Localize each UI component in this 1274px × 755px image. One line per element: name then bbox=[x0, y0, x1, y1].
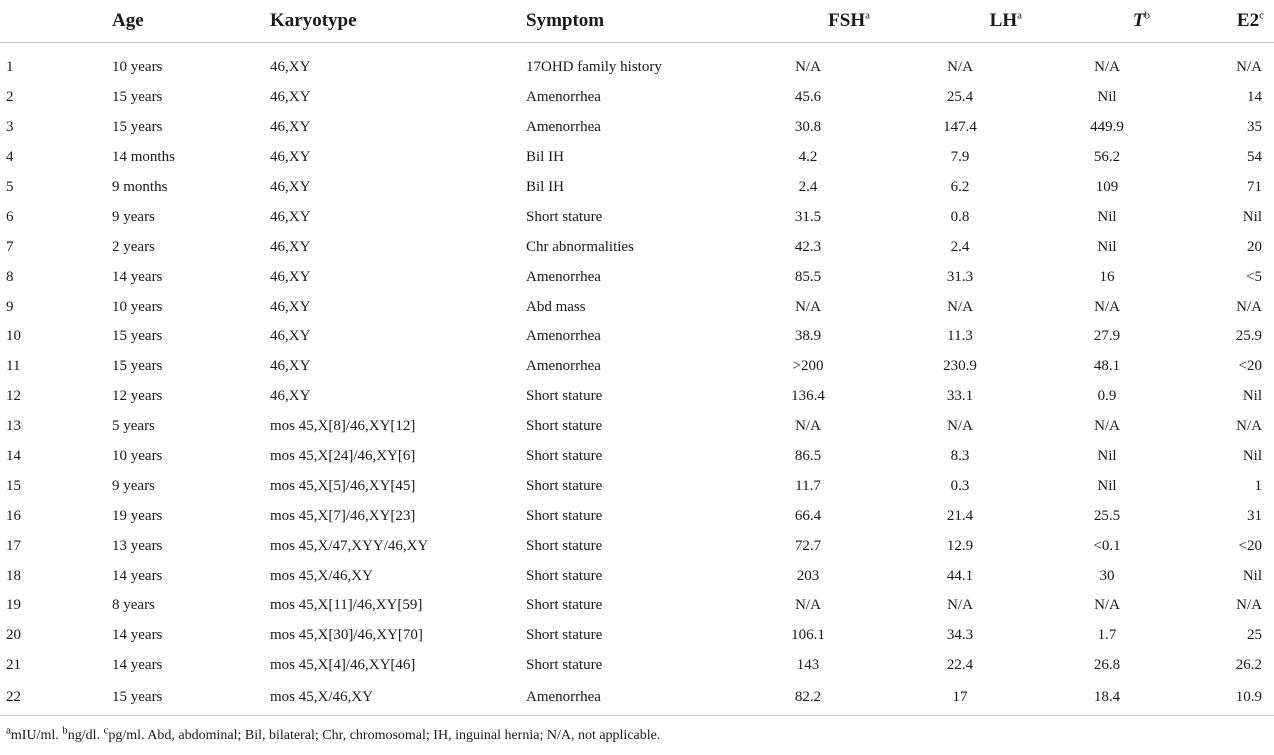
cell-number: 9 bbox=[6, 298, 14, 315]
cell-fsh: 106.1 bbox=[791, 627, 825, 644]
table-row bbox=[0, 143, 1274, 173]
cell-e2: <5 bbox=[1246, 268, 1262, 285]
cell-e2: <20 bbox=[1238, 537, 1262, 554]
cell-age: 15 years bbox=[112, 119, 163, 136]
header-symptom: Symptom bbox=[526, 0, 726, 43]
cell-fsh: 66.4 bbox=[794, 507, 822, 524]
cell-e2: 14 bbox=[1247, 89, 1262, 106]
cell-lh: 230.9 bbox=[943, 358, 977, 375]
cell-e2: Nil bbox=[1242, 388, 1262, 405]
cell-e2: Nil bbox=[1242, 448, 1262, 465]
cell-karyotype: mos 45,X[24]/46,XY[6] bbox=[270, 448, 416, 465]
cell-karyotype: 46,XY bbox=[270, 59, 311, 76]
cell-t: 1.7 bbox=[1097, 627, 1117, 644]
cell-lh: N/A bbox=[947, 597, 973, 614]
footnote-text-b: ng/dl. bbox=[67, 728, 104, 743]
cell-age: 2 years bbox=[112, 238, 155, 255]
cell-age: 14 years bbox=[112, 268, 163, 285]
cell-symptom: Amenorrhea bbox=[526, 268, 601, 285]
cell-number: 7 bbox=[6, 238, 14, 255]
cell-lh: 7.9 bbox=[950, 149, 970, 166]
cell-symptom: Short stature bbox=[526, 477, 603, 494]
table-row bbox=[0, 531, 1274, 561]
header-lh-label: LH bbox=[989, 10, 1018, 31]
cell-lh: 25.4 bbox=[946, 89, 974, 106]
cell-fsh: N/A bbox=[795, 597, 821, 614]
cell-karyotype: 46,XY bbox=[270, 208, 311, 225]
cell-symptom: 17OHD family history bbox=[526, 59, 662, 76]
cell-fsh: 45.6 bbox=[794, 89, 822, 106]
table-row bbox=[0, 591, 1274, 621]
cell-symptom: Short stature bbox=[526, 388, 603, 405]
header-fsh bbox=[726, 0, 890, 43]
cell-t: 27.9 bbox=[1093, 328, 1121, 345]
cell-symptom: Amenorrhea bbox=[526, 358, 601, 375]
cell-lh: 21.4 bbox=[946, 507, 974, 524]
cell-age: 15 years bbox=[112, 358, 163, 375]
table-row bbox=[0, 412, 1274, 442]
cell-number: 17 bbox=[6, 537, 21, 554]
cell-t: N/A bbox=[1094, 418, 1120, 435]
cell-fsh: 2.4 bbox=[798, 179, 818, 195]
cell-e2: 54 bbox=[1247, 149, 1262, 166]
cell-symptom: Short stature bbox=[526, 537, 603, 554]
cell-number: 6 bbox=[6, 208, 14, 225]
cell-symptom: Amenorrhea bbox=[526, 119, 601, 136]
cell-t: Nil bbox=[1097, 448, 1117, 465]
cell-t: <0.1 bbox=[1093, 537, 1121, 554]
cell-age: 12 years bbox=[112, 388, 163, 405]
cell-lh: 44.1 bbox=[946, 567, 974, 584]
header-e2-label: E2 bbox=[1236, 10, 1260, 31]
cell-number: 10 bbox=[6, 328, 21, 345]
cell-fsh: 31.5 bbox=[794, 208, 822, 225]
cell-e2: N/A bbox=[1236, 418, 1262, 435]
table-body bbox=[0, 43, 1274, 716]
cell-e2: 26.2 bbox=[1235, 657, 1262, 674]
cell-number: 16 bbox=[6, 507, 21, 524]
cell-lh: 2.4 bbox=[950, 238, 970, 255]
cell-number: 21 bbox=[6, 657, 21, 674]
cell-t: Nil bbox=[1097, 89, 1117, 106]
cell-t: 0.9 bbox=[1097, 388, 1117, 405]
footnote-text-a: mIU/ml. bbox=[10, 728, 63, 743]
cell-age: 10 years bbox=[112, 448, 163, 465]
header-e2 bbox=[1184, 0, 1274, 43]
cell-lh: 31.3 bbox=[946, 268, 974, 285]
table-row bbox=[0, 262, 1274, 292]
cell-t: 16 bbox=[1099, 268, 1115, 285]
cell-karyotype: mos 45,X/47,XYY/46,XY bbox=[270, 537, 429, 554]
table-footnote bbox=[6, 724, 661, 744]
table-row bbox=[0, 501, 1274, 531]
cell-age: 10 years bbox=[112, 59, 163, 76]
cell-t: 26.8 bbox=[1093, 657, 1121, 674]
table-row bbox=[0, 202, 1274, 232]
table-row bbox=[0, 681, 1274, 716]
cell-t: N/A bbox=[1094, 59, 1120, 76]
cell-number: 14 bbox=[6, 448, 21, 465]
cell-lh: 12.9 bbox=[946, 537, 974, 554]
header-karyotype: Karyotype bbox=[270, 0, 526, 43]
cell-karyotype: 46,XY bbox=[270, 149, 311, 166]
table-row bbox=[0, 651, 1274, 681]
cell-fsh: 143 bbox=[796, 657, 820, 674]
cell-lh: N/A bbox=[947, 298, 973, 315]
cell-fsh: 72.7 bbox=[794, 537, 822, 554]
cell-e2: 25 bbox=[1247, 627, 1262, 644]
cell-t: 48.1 bbox=[1093, 358, 1121, 375]
cell-karyotype: mos 45,X[8]/46,XY[12] bbox=[270, 418, 416, 435]
cell-e2: N/A bbox=[1236, 59, 1262, 76]
table-row bbox=[0, 471, 1274, 501]
table-row bbox=[0, 83, 1274, 113]
header-lh-sup: a bbox=[1017, 9, 1022, 22]
cell-number: 8 bbox=[6, 268, 14, 285]
cell-lh: 0.3 bbox=[950, 477, 970, 494]
cell-fsh: 4.2 bbox=[798, 149, 818, 166]
cell-karyotype: mos 45,X[7]/46,XY[23] bbox=[270, 507, 416, 524]
cell-lh: 22.4 bbox=[946, 657, 974, 674]
table-row bbox=[0, 442, 1274, 472]
cell-karyotype: 46,XY bbox=[270, 298, 311, 315]
table-row bbox=[0, 173, 1274, 203]
cell-e2: N/A bbox=[1236, 298, 1262, 315]
cell-age: 15 years bbox=[112, 89, 163, 106]
cell-lh: 0.8 bbox=[950, 208, 970, 225]
header-fsh-sup: a bbox=[865, 9, 870, 22]
header-t-sup: b bbox=[1144, 9, 1150, 22]
cell-fsh: 42.3 bbox=[794, 238, 822, 255]
cell-number: 19 bbox=[6, 597, 21, 614]
cell-symptom: Short stature bbox=[526, 208, 603, 225]
cell-number: 15 bbox=[6, 477, 21, 494]
cell-number: 4 bbox=[6, 149, 14, 166]
table-row bbox=[0, 43, 1274, 83]
cell-karyotype: mos 45,X/46,XY bbox=[270, 681, 526, 716]
cell-karyotype: 46,XY bbox=[270, 179, 311, 195]
cell-age: 5 years bbox=[112, 418, 155, 435]
cell-e2: 10.9 bbox=[1184, 681, 1274, 716]
cell-lh: 6.2 bbox=[950, 179, 970, 195]
cell-age: 10 years bbox=[112, 298, 163, 315]
cell-symptom: Chr abnormalities bbox=[526, 238, 634, 255]
cell-fsh: >200 bbox=[792, 358, 824, 375]
cell-number: 1 bbox=[6, 59, 14, 76]
cell-lh: 8.3 bbox=[950, 448, 970, 465]
cell-number: 13 bbox=[6, 418, 21, 435]
cell-age: 14 years bbox=[112, 657, 163, 674]
cell-e2: 25.9 bbox=[1235, 328, 1262, 345]
cell-karyotype: 46,XY bbox=[270, 119, 311, 136]
cell-lh: 17 bbox=[890, 681, 1030, 716]
cell-lh: N/A bbox=[947, 59, 973, 76]
cell-number: 18 bbox=[6, 567, 21, 584]
cell-karyotype: 46,XY bbox=[270, 238, 311, 255]
cell-karyotype: mos 45,X/46,XY bbox=[270, 567, 373, 584]
header-t-label: T bbox=[1132, 10, 1145, 31]
cell-age: 14 years bbox=[112, 567, 163, 584]
cell-karyotype: mos 45,X[11]/46,XY[59] bbox=[270, 597, 423, 614]
cell-symptom: Bil IH bbox=[526, 149, 564, 166]
cell-e2: <20 bbox=[1238, 358, 1262, 375]
cell-symptom: Short stature bbox=[526, 597, 603, 614]
footnote-mark-b: b bbox=[62, 724, 68, 737]
header-fsh-label: FSH bbox=[828, 10, 866, 31]
cell-age: 9 months bbox=[112, 179, 168, 195]
cell-lh: 11.3 bbox=[947, 328, 973, 345]
header-t bbox=[1030, 0, 1184, 43]
cell-t: Nil bbox=[1097, 208, 1117, 225]
cell-t: 449.9 bbox=[1090, 119, 1124, 136]
cell-number: 5 bbox=[6, 179, 14, 195]
cell-age: 14 years bbox=[112, 627, 163, 644]
cell-karyotype: mos 45,X[4]/46,XY[46] bbox=[270, 657, 416, 674]
cell-t: 25.5 bbox=[1093, 507, 1121, 524]
table-row bbox=[0, 621, 1274, 651]
footnote-mark-a: a bbox=[6, 724, 11, 737]
cell-t: Nil bbox=[1097, 238, 1117, 255]
table-row bbox=[0, 292, 1274, 322]
table-row bbox=[0, 561, 1274, 591]
cell-age: 9 years bbox=[112, 208, 155, 225]
cell-karyotype: 46,XY bbox=[270, 358, 311, 375]
cell-symptom: Bil IH bbox=[526, 179, 564, 195]
cell-lh: N/A bbox=[947, 418, 973, 435]
cell-lh: 33.1 bbox=[946, 388, 974, 405]
cell-karyotype: mos 45,X[30]/46,XY[70] bbox=[270, 627, 423, 644]
cell-symptom: Short stature bbox=[526, 448, 603, 465]
footnote-mark-c: c bbox=[103, 724, 109, 737]
table-row bbox=[0, 113, 1274, 143]
cell-age: 15 years bbox=[112, 681, 270, 716]
header-row bbox=[0, 0, 1274, 43]
cell-e2: N/A bbox=[1236, 597, 1262, 614]
cell-fsh: 86.5 bbox=[794, 448, 822, 465]
cell-age: 19 years bbox=[112, 507, 163, 524]
cell-t: Nil bbox=[1097, 477, 1117, 494]
cell-karyotype: 46,XY bbox=[270, 328, 311, 345]
cell-age: 15 years bbox=[112, 328, 163, 345]
cell-e2: 35 bbox=[1247, 119, 1262, 136]
table-row bbox=[0, 322, 1274, 352]
cell-number: 20 bbox=[6, 627, 21, 644]
footnote-text-c: pg/ml. Abd, abdominal; Bil, bilateral; Chr, chromosomal; IH, inguinal hernia; N/A, not applicable. bbox=[108, 728, 661, 743]
header-age: Age bbox=[112, 0, 270, 43]
cell-symptom: Short stature bbox=[526, 507, 603, 524]
cell-t: N/A bbox=[1094, 597, 1120, 614]
cell-e2: 71 bbox=[1247, 179, 1262, 195]
cell-age: 14 months bbox=[112, 149, 175, 166]
cell-number: 3 bbox=[6, 119, 14, 136]
cell-fsh: 82.2 bbox=[726, 681, 890, 716]
table-row bbox=[0, 382, 1274, 412]
header-e2-sup: c bbox=[1259, 9, 1264, 22]
cell-number: 22 bbox=[0, 681, 112, 716]
cell-e2: 1 bbox=[1254, 477, 1262, 494]
cell-fsh: 38.9 bbox=[794, 328, 822, 345]
cell-karyotype: 46,XY bbox=[270, 268, 311, 285]
cell-age: 9 years bbox=[112, 477, 155, 494]
cell-symptom: Short stature bbox=[526, 657, 603, 674]
cell-t: 109 bbox=[1095, 179, 1119, 195]
cell-fsh: 203 bbox=[796, 567, 820, 584]
header-number bbox=[0, 0, 112, 43]
cell-age: 8 years bbox=[112, 597, 155, 614]
cell-t: 30 bbox=[1099, 567, 1115, 584]
cell-symptom: Amenorrhea bbox=[526, 328, 601, 345]
cell-number: 2 bbox=[6, 89, 14, 106]
cell-symptom: Amenorrhea bbox=[526, 89, 601, 106]
cell-karyotype: 46,XY bbox=[270, 388, 311, 405]
cell-fsh: N/A bbox=[795, 418, 821, 435]
cell-lh: 147.4 bbox=[943, 119, 977, 136]
cell-symptom: Short stature bbox=[526, 567, 603, 584]
cell-symptom: Short stature bbox=[526, 418, 603, 435]
cell-fsh: 30.8 bbox=[794, 119, 822, 136]
cell-t: 56.2 bbox=[1093, 149, 1121, 166]
cell-t: 18.4 bbox=[1030, 681, 1184, 716]
cell-symptom: Abd mass bbox=[526, 298, 586, 315]
cell-fsh: N/A bbox=[795, 59, 821, 76]
cell-fsh: 136.4 bbox=[791, 388, 825, 405]
cell-number: 11 bbox=[6, 358, 21, 375]
cell-t: N/A bbox=[1094, 298, 1120, 315]
cell-e2: Nil bbox=[1242, 208, 1262, 225]
cell-age: 13 years bbox=[112, 537, 163, 554]
cell-fsh: 85.5 bbox=[794, 268, 822, 285]
cell-lh: 34.3 bbox=[946, 627, 974, 644]
cell-fsh: N/A bbox=[795, 298, 821, 315]
cell-e2: 31 bbox=[1247, 507, 1262, 524]
cell-symptom: Short stature bbox=[526, 627, 603, 644]
cell-fsh: 11.7 bbox=[795, 477, 821, 494]
cell-number: 12 bbox=[6, 388, 21, 405]
cell-symptom: Amenorrhea bbox=[526, 681, 726, 716]
table-row bbox=[0, 352, 1274, 382]
cell-e2: 20 bbox=[1247, 238, 1262, 255]
header-lh bbox=[890, 0, 1030, 43]
cell-karyotype: mos 45,X[5]/46,XY[45] bbox=[270, 477, 416, 494]
table-row bbox=[0, 232, 1274, 262]
cell-karyotype: 46,XY bbox=[270, 89, 311, 106]
cell-e2: Nil bbox=[1242, 567, 1262, 584]
